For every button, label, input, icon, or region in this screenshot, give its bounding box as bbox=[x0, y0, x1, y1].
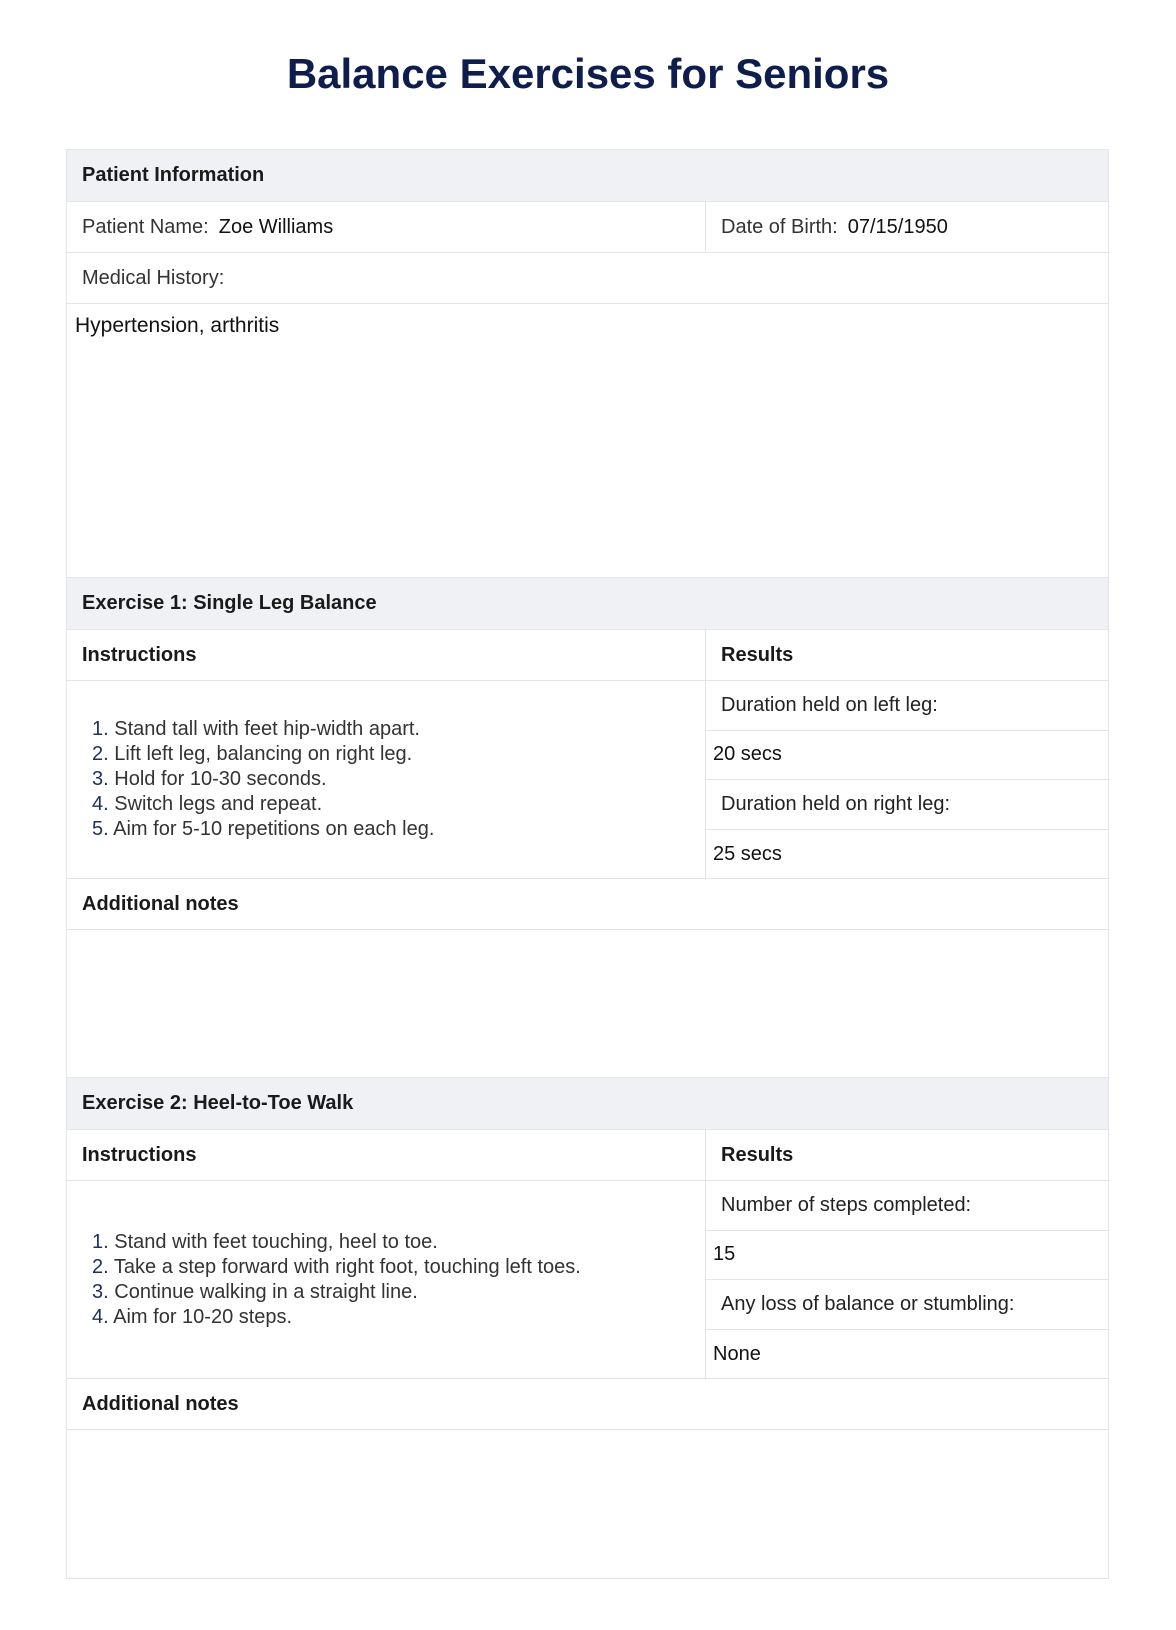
section-header-exercise-2: Exercise 2: Heel-to-Toe Walk bbox=[67, 1078, 1108, 1130]
instruction-step: 2. Take a step forward with right foot, touching left toes. bbox=[92, 1255, 581, 1278]
instruction-step: 1. Stand with feet touching, heel to toe. bbox=[92, 1230, 438, 1253]
result-label: Duration held on right leg: bbox=[706, 780, 1108, 830]
instruction-step: 1. Stand tall with feet hip-width apart. bbox=[92, 718, 420, 740]
patient-name-field[interactable] bbox=[67, 202, 706, 252]
instruction-step: 3. Hold for 10-30 seconds. bbox=[92, 768, 327, 790]
instruction-step: 3. Continue walking in a straight line. bbox=[92, 1280, 418, 1303]
result-value-field[interactable]: None bbox=[713, 1342, 761, 1365]
section-header-patient: Patient Information bbox=[67, 150, 1108, 202]
additional-notes-label: Additional notes bbox=[82, 892, 239, 915]
result-label: Number of steps completed: bbox=[706, 1181, 1108, 1231]
additional-notes-field[interactable] bbox=[67, 1430, 1108, 1578]
instruction-step: 2. Lift left leg, balancing on right leg. bbox=[92, 743, 413, 765]
result-value-field[interactable]: 15 bbox=[706, 1231, 1108, 1281]
result-label: Any loss of balance or stumbling: bbox=[706, 1280, 1108, 1330]
dob-label: Date of Birth: bbox=[721, 215, 838, 238]
instruction-step: 4. Aim for 10-20 steps. bbox=[92, 1305, 293, 1328]
results-column bbox=[706, 681, 1108, 878]
additional-notes-field[interactable] bbox=[67, 930, 1108, 1078]
additional-notes-label: Additional notes bbox=[82, 1392, 239, 1415]
medical-history-field[interactable]: Hypertension, arthritis bbox=[75, 314, 280, 337]
medical-history-label: Medical History: bbox=[82, 266, 225, 289]
page-title: Balance Exercises for Seniors bbox=[286, 50, 890, 97]
instruction-step: 4. Switch legs and repeat. bbox=[92, 793, 323, 815]
dob-field[interactable] bbox=[706, 202, 1108, 252]
instructions-list bbox=[67, 1181, 706, 1378]
results-column bbox=[706, 1181, 1108, 1378]
dob-value: 07/15/1950 bbox=[847, 215, 948, 238]
instructions-header: Instructions bbox=[67, 1130, 706, 1180]
section-header-exercise-1: Exercise 1: Single Leg Balance bbox=[67, 578, 1108, 630]
result-value-field[interactable]: 20 secs bbox=[706, 731, 1108, 781]
form-table bbox=[66, 149, 1109, 1579]
results-header: Results bbox=[721, 1143, 794, 1166]
result-label: Duration held on left leg: bbox=[706, 681, 1108, 731]
instructions-list bbox=[67, 681, 706, 878]
patient-name-label: Patient Name: bbox=[82, 215, 209, 238]
patient-name-value: Zoe Williams bbox=[218, 215, 334, 238]
result-value-field[interactable]: 25 secs bbox=[713, 842, 782, 865]
instructions-header: Instructions bbox=[67, 630, 706, 680]
instruction-step: 5. Aim for 5-10 repetitions on each leg. bbox=[92, 818, 435, 840]
results-header: Results bbox=[721, 643, 794, 666]
